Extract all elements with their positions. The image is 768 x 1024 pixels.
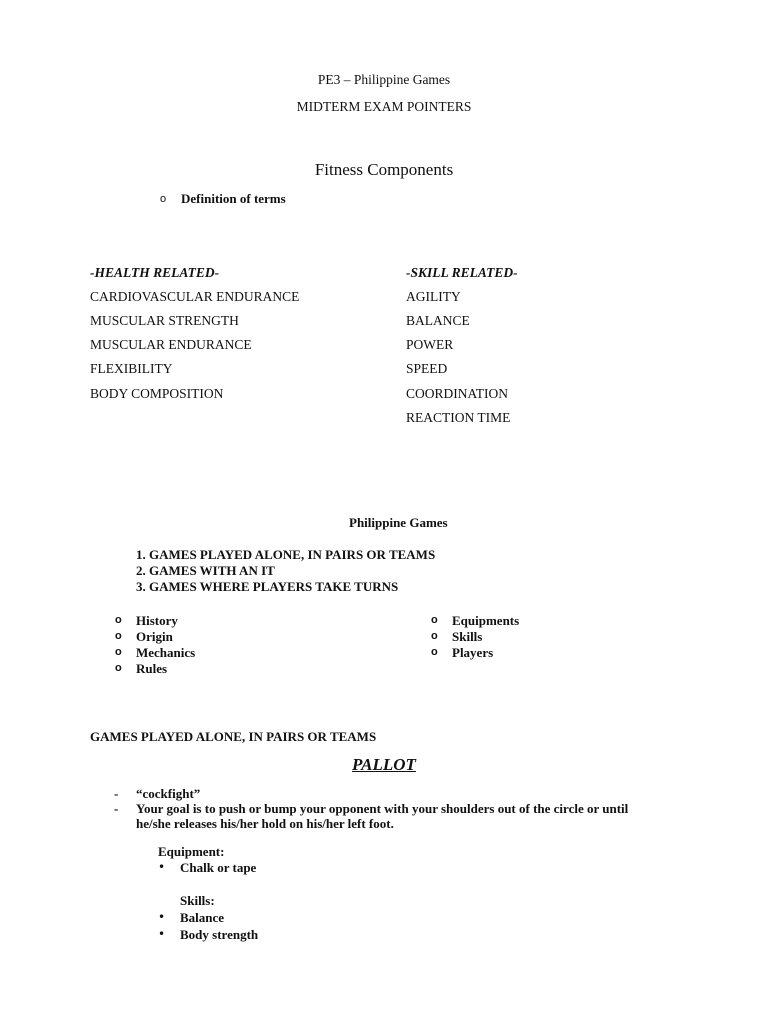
- skill-item: POWER: [406, 337, 454, 352]
- dash-text: Your goal is to push or bump your opponent with your shoulders out of the circle or until: [136, 801, 629, 816]
- health-item: MUSCULAR STRENGTH: [90, 313, 239, 328]
- skill-related-heading: -SKILL RELATED-: [406, 265, 518, 280]
- hollow-bullet-icon: o: [431, 614, 438, 626]
- section-heading: GAMES PLAYED ALONE, IN PAIRS OR TEAMS: [90, 729, 377, 744]
- bullet-icon: •: [158, 927, 166, 941]
- skill-text: Body strength: [180, 927, 259, 942]
- game-title: PALLOT: [352, 755, 416, 774]
- hollow-bullet-icon: o: [160, 193, 167, 205]
- health-related-heading: -HEALTH RELATED-: [90, 265, 220, 280]
- dash-text: “cockfight”: [136, 786, 201, 801]
- hollow-bullet-icon: o: [115, 646, 122, 658]
- game-categories-list: [136, 547, 435, 595]
- topic-label: Origin: [136, 629, 173, 644]
- right-topics-list: [431, 613, 651, 661]
- hollow-bullet-icon: o: [115, 614, 122, 626]
- hollow-bullet-icon: o: [431, 630, 438, 642]
- list-item: [431, 645, 651, 661]
- health-item: MUSCULAR ENDURANCE: [90, 337, 252, 352]
- topic-label: History: [136, 613, 178, 628]
- list-item: [431, 629, 651, 645]
- equipment-label: Equipment:: [158, 844, 225, 859]
- philippine-games-title: Philippine Games: [349, 515, 448, 530]
- skill-text: Balance: [180, 910, 225, 925]
- skill-item: REACTION TIME: [406, 410, 511, 425]
- bullet-icon: •: [158, 860, 166, 874]
- list-item: [115, 661, 335, 677]
- game-category: 2. GAMES WITH AN IT: [136, 563, 275, 578]
- skills-label: Skills:: [180, 893, 215, 908]
- health-item: FLEXIBILITY: [90, 361, 173, 376]
- course-title: PE3 – Philippine Games: [317, 72, 451, 87]
- dash-marker: -: [114, 786, 119, 801]
- health-item: CARDIOVASCULAR ENDURANCE: [90, 289, 300, 304]
- dash-marker: -: [114, 801, 119, 816]
- topic-label: Skills: [452, 629, 483, 644]
- dash-text-continued: he/she releases his/her hold on his/her left foot.: [136, 816, 394, 831]
- list-item: [115, 613, 335, 629]
- game-category: 1. GAMES PLAYED ALONE, IN PAIRS OR TEAMS: [136, 547, 436, 562]
- topic-label: Mechanics: [136, 645, 196, 660]
- hollow-bullet-icon: o: [115, 662, 122, 674]
- health-item: BODY COMPOSITION: [90, 386, 224, 401]
- skill-item: BALANCE: [406, 313, 470, 328]
- document-subtitle: MIDTERM EXAM POINTERS: [296, 99, 472, 114]
- fitness-components-title: Fitness Components: [314, 160, 454, 179]
- skill-item: SPEED: [406, 361, 448, 376]
- hollow-bullet-icon: o: [115, 630, 122, 642]
- list-item: [115, 629, 335, 645]
- game-category: 3. GAMES WHERE PLAYERS TAKE TURNS: [136, 579, 399, 594]
- definition-of-terms: Definition of terms: [181, 191, 286, 206]
- skill-item: COORDINATION: [406, 386, 508, 401]
- hollow-bullet-icon: o: [431, 646, 438, 658]
- topic-label: Rules: [136, 661, 168, 676]
- topic-label: Players: [452, 645, 494, 660]
- left-topics-list: [115, 613, 335, 677]
- skill-item: AGILITY: [406, 289, 461, 304]
- equipment-text: Chalk or tape: [180, 860, 257, 875]
- list-item: [431, 613, 651, 629]
- list-item: [115, 645, 335, 661]
- topic-label: Equipments: [452, 613, 520, 628]
- bullet-icon: •: [158, 910, 166, 924]
